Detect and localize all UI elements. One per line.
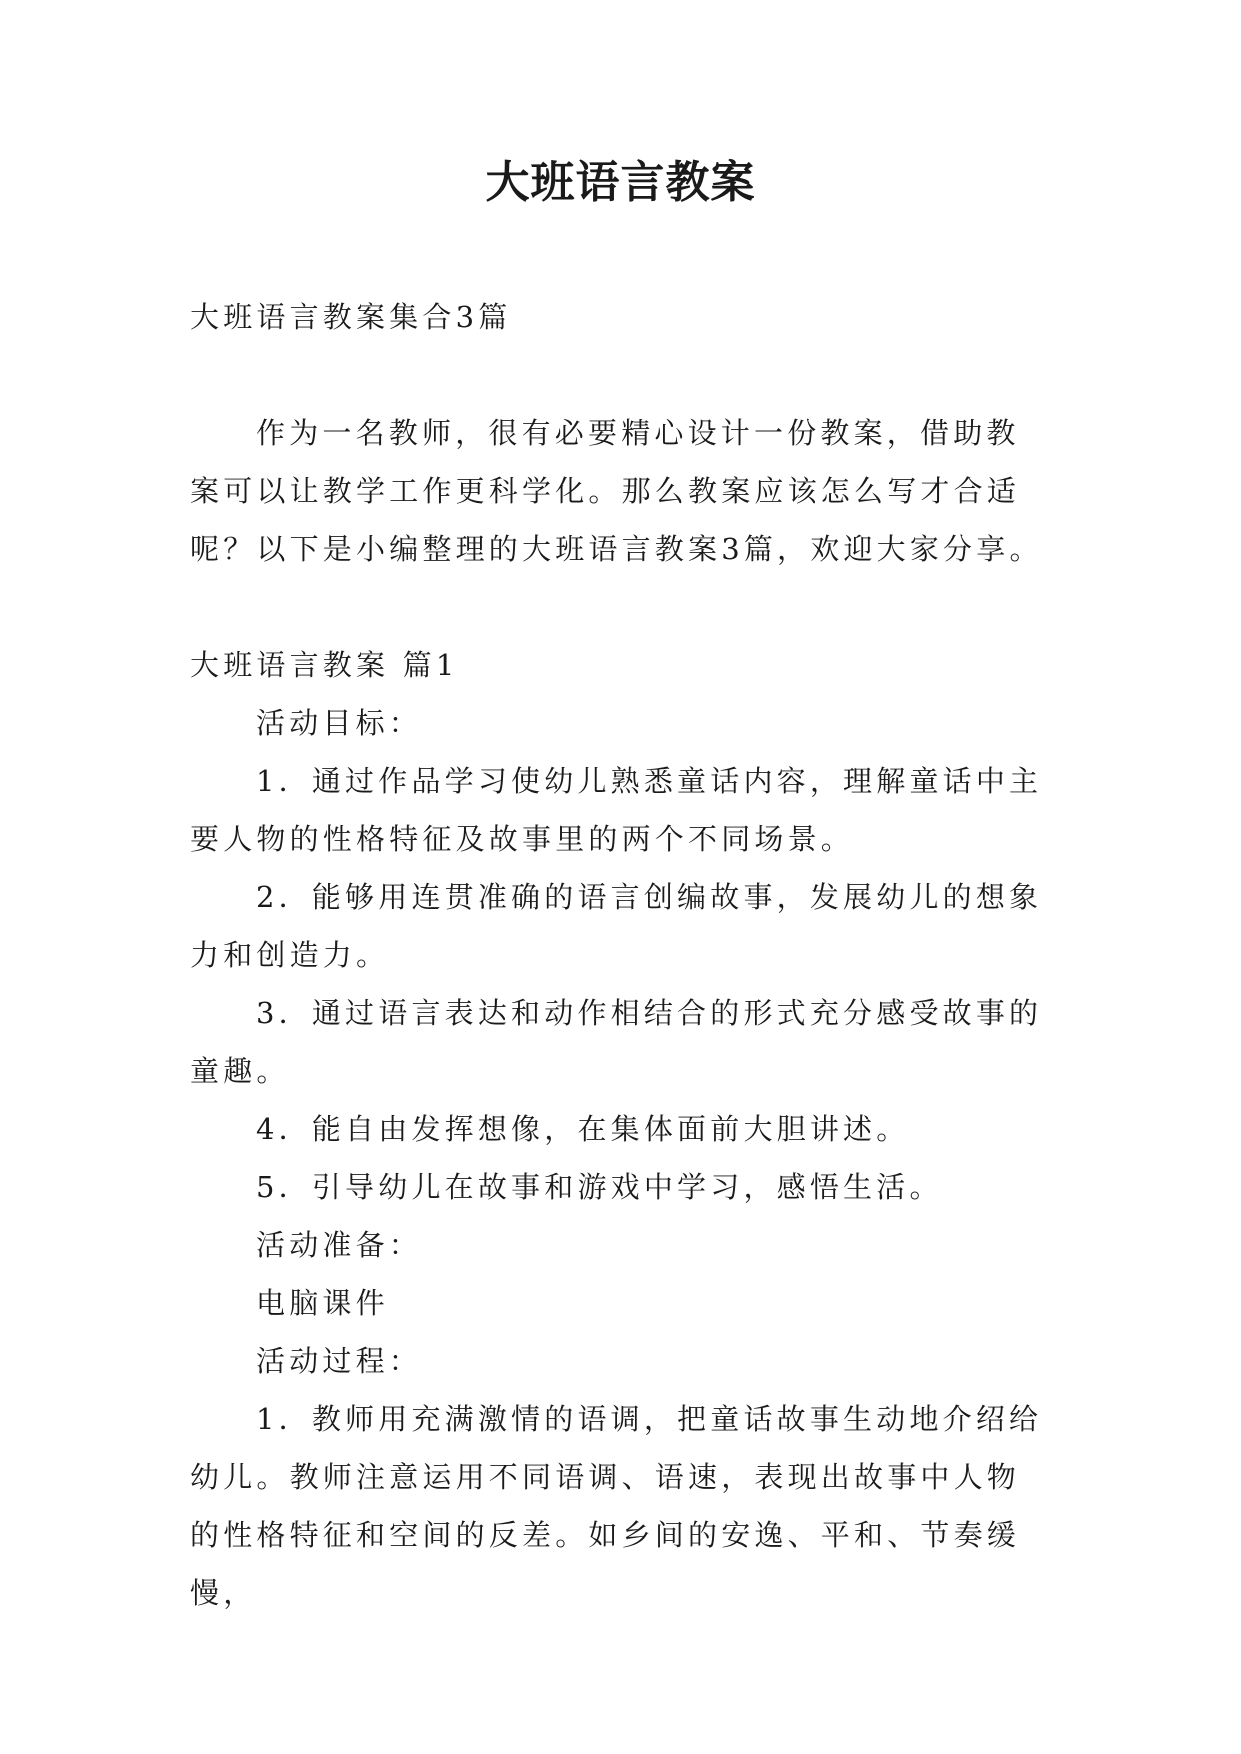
process-step: 1．教师用充满激情的语调，把童话故事生动地介绍给幼儿。教师注意运用不同语调、语速，表现出故事中人物的性格特征和空间的反差。如乡间的安逸、平和、节奏缓慢， (190, 1402, 1043, 1610)
goal-item: 1．通过作品学习使幼儿熟悉童话内容，理解童话中主要人物的性格特征及故事里的两个不同场景。 (190, 764, 1043, 856)
goals-label: 活动目标： (256, 706, 423, 740)
intro-paragraph: 作为一名教师，很有必要精心设计一份教案，借助教案可以让教学工作更科学化。那么教案应该怎么写才合适呢？以下是小编整理的大班语言教案3篇，欢迎大家分享。 (190, 416, 1043, 566)
document-body (190, 288, 1050, 1622)
goal-item: 3．通过语言表达和动作相结合的形式充分感受故事的童趣。 (190, 996, 1043, 1088)
goal-item: 5．引导幼儿在故事和游戏中学习，感悟生活。 (256, 1170, 943, 1204)
goal-item: 2．能够用连贯准确的语言创编故事，发展幼儿的想象力和创造力。 (190, 880, 1043, 972)
prep-item: 电脑课件 (256, 1286, 389, 1320)
document-title: 大班语言教案 (485, 157, 756, 208)
paragraph-gap (190, 346, 1050, 404)
section-heading: 大班语言教案 篇1 (190, 648, 459, 682)
document-subtitle: 大班语言教案集合3篇 (190, 300, 512, 334)
prep-label: 活动准备： (256, 1228, 423, 1262)
paragraph-gap (190, 578, 1050, 636)
process-label: 活动过程： (256, 1344, 423, 1378)
goal-item: 4．能自由发挥想像，在集体面前大胆讲述。 (256, 1112, 910, 1146)
